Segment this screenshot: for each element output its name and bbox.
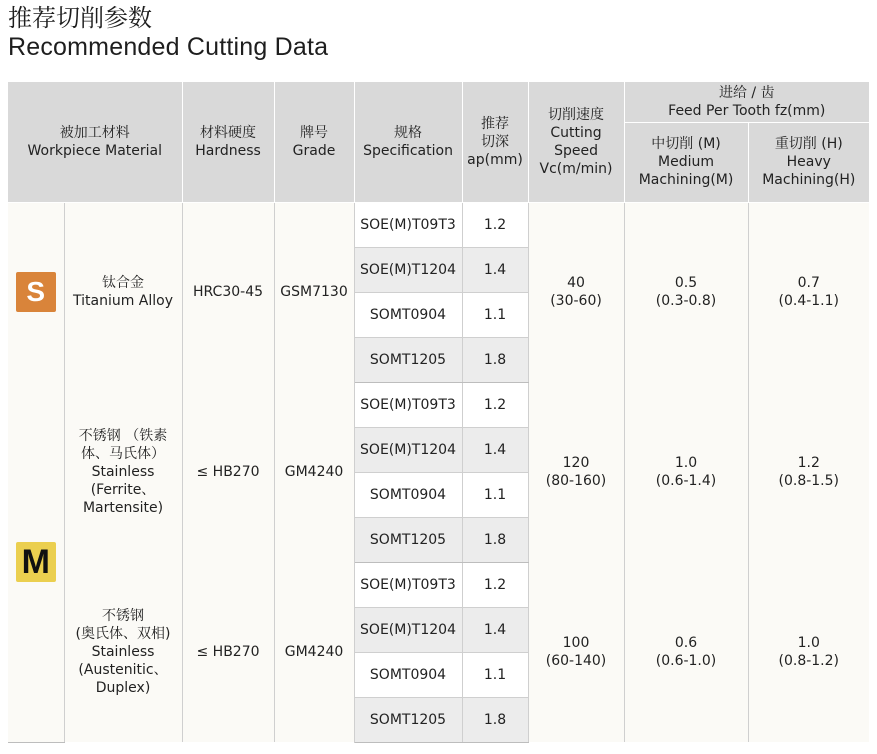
- medium-feed-cell: [624, 562, 748, 742]
- spec-cell: SOE(M)T09T3: [354, 562, 462, 607]
- material-line: (Austenitic、: [78, 662, 168, 678]
- header-hardness-cn: 材料硬度: [200, 124, 257, 141]
- spec-cell: SOE(M)T09T3: [354, 382, 462, 427]
- header-hardness: [182, 82, 274, 202]
- ap-cell: 1.8: [462, 517, 528, 562]
- header-heavy-en1: Heavy: [786, 154, 831, 170]
- speed-range: (80-160): [545, 473, 607, 489]
- hardness-cell: ≤ HB270: [182, 382, 274, 562]
- header-speed-en3: Vc(m/min): [539, 160, 613, 177]
- material-line: 不锈钢: [102, 608, 144, 624]
- ap-cell: 1.8: [462, 697, 528, 742]
- medium-feed-range: (0.3-0.8): [655, 293, 717, 310]
- heavy-feed-value: 1.2: [797, 455, 820, 471]
- cutting-data-table-wrapper: [8, 82, 869, 743]
- header-speed: [528, 82, 624, 202]
- header-ap: [462, 82, 528, 202]
- ap-cell: 1.4: [462, 607, 528, 652]
- material-line: Titanium Alloy: [73, 293, 174, 310]
- speed-value: 100: [562, 635, 590, 651]
- page-title-en: Recommended Cutting Data: [8, 33, 329, 61]
- ap-cell: 1.2: [462, 382, 528, 427]
- spec-cell: SOMT0904: [354, 472, 462, 517]
- header-medium-en1: Medium: [658, 154, 714, 170]
- material-line: Stainless: [91, 464, 155, 480]
- medium-feed-range: (0.6-1.0): [655, 653, 717, 669]
- spec-cell: SOE(M)T1204: [354, 427, 462, 472]
- material-cell: [64, 202, 182, 382]
- header-workpiece: [8, 82, 182, 202]
- speed-cell: [528, 562, 624, 742]
- header-grade-cn: 牌号: [300, 124, 329, 141]
- material-line: Duplex): [95, 680, 151, 696]
- category-m-cell: [8, 382, 64, 742]
- header-spec-cn: 规格: [394, 124, 423, 141]
- header-heavy-en2: Machining(H): [762, 172, 856, 188]
- spec-cell: SOMT1205: [354, 697, 462, 742]
- ap-cell: 1.1: [462, 292, 528, 337]
- material-line: 体、马氏体）: [81, 446, 165, 462]
- header-ap-cn1: 推荐: [481, 115, 510, 132]
- hardness-cell: HRC30-45: [182, 202, 274, 382]
- ap-cell: 1.4: [462, 247, 528, 292]
- header-ap-en: ap(mm): [467, 151, 523, 168]
- cutting-data-table: [8, 82, 869, 743]
- header-grade-en: Grade: [292, 142, 336, 159]
- header-speed-en2: Speed: [554, 142, 598, 159]
- header-spec: [354, 82, 462, 202]
- table-row: [8, 562, 869, 607]
- speed-value: 40: [567, 275, 585, 292]
- medium-feed-value: 1.0: [674, 455, 698, 471]
- grade-cell: GM4240: [274, 562, 354, 742]
- ap-cell: 1.8: [462, 337, 528, 382]
- header-medium-en2: Machining(M): [638, 172, 734, 188]
- header-feed: [624, 82, 869, 122]
- grade-cell: GM4240: [274, 382, 354, 562]
- hardness-cell: ≤ HB270: [182, 562, 274, 742]
- spec-cell: SOE(M)T09T3: [354, 202, 462, 247]
- heavy-feed-cell: [748, 382, 869, 562]
- header-ap-cn2: 切深: [481, 133, 510, 150]
- table-row: [8, 382, 869, 427]
- speed-range: (30-60): [550, 293, 602, 310]
- material-line: 钛合金: [102, 275, 144, 292]
- heavy-feed-cell: [748, 562, 869, 742]
- header-heavy-cn: 重切削 (H): [774, 136, 843, 152]
- material-line: Stainless: [91, 644, 155, 660]
- speed-range: (60-140): [545, 653, 607, 669]
- category-s-badge: S: [16, 272, 56, 312]
- header-speed-cn: 切削速度: [548, 106, 605, 123]
- header-workpiece-cn: 被加工材料: [59, 124, 130, 141]
- medium-feed-value: 0.6: [674, 635, 698, 651]
- table-row: [8, 202, 869, 247]
- material-line: (奥氏体、双相): [75, 626, 171, 642]
- speed-cell: [528, 382, 624, 562]
- ap-cell: 1.4: [462, 427, 528, 472]
- heavy-feed-range: (0.8-1.2): [778, 653, 840, 669]
- heavy-feed-range: (0.8-1.5): [778, 473, 840, 489]
- ap-cell: 1.2: [462, 202, 528, 247]
- medium-feed-cell: [624, 202, 748, 382]
- ap-cell: 1.2: [462, 562, 528, 607]
- heavy-feed-value: 0.7: [797, 275, 820, 292]
- header-speed-en1: Cutting: [550, 124, 602, 141]
- header-heavy: [748, 122, 869, 202]
- header-feed-en: Feed Per Tooth fz(mm): [668, 102, 826, 119]
- header-medium: [624, 122, 748, 202]
- spec-cell: SOE(M)T1204: [354, 247, 462, 292]
- speed-cell: [528, 202, 624, 382]
- material-cell: [64, 562, 182, 742]
- heavy-feed-value: 1.0: [797, 635, 820, 651]
- page-title-cn: 推荐切削参数: [8, 4, 152, 32]
- material-cell: [64, 382, 182, 562]
- spec-cell: SOMT1205: [354, 517, 462, 562]
- spec-cell: SOMT0904: [354, 652, 462, 697]
- heavy-feed-cell: [748, 202, 869, 382]
- material-line: 不锈钢 （铁素: [78, 428, 168, 444]
- ap-cell: 1.1: [462, 652, 528, 697]
- header-grade: [274, 82, 354, 202]
- speed-value: 120: [562, 455, 590, 471]
- spec-cell: SOMT1205: [354, 337, 462, 382]
- header-workpiece-en: Workpiece Material: [27, 142, 162, 159]
- header-feed-cn: 进给 / 齿: [718, 84, 775, 101]
- spec-cell: SOE(M)T1204: [354, 607, 462, 652]
- grade-cell: GSM7130: [274, 202, 354, 382]
- category-m-badge: M: [16, 542, 56, 582]
- category-s-cell: [8, 202, 64, 382]
- medium-feed-cell: [624, 382, 748, 562]
- heavy-feed-range: (0.4-1.1): [778, 293, 840, 310]
- medium-feed-value: 0.5: [674, 275, 698, 292]
- material-line: (Ferrite、: [90, 482, 156, 498]
- material-line: Martensite): [82, 500, 164, 516]
- medium-feed-range: (0.6-1.4): [655, 473, 717, 489]
- header-spec-en: Specification: [363, 142, 453, 159]
- ap-cell: 1.1: [462, 472, 528, 517]
- spec-cell: SOMT0904: [354, 292, 462, 337]
- header-medium-cn: 中切削 (M): [651, 136, 721, 152]
- header-hardness-en: Hardness: [195, 142, 261, 159]
